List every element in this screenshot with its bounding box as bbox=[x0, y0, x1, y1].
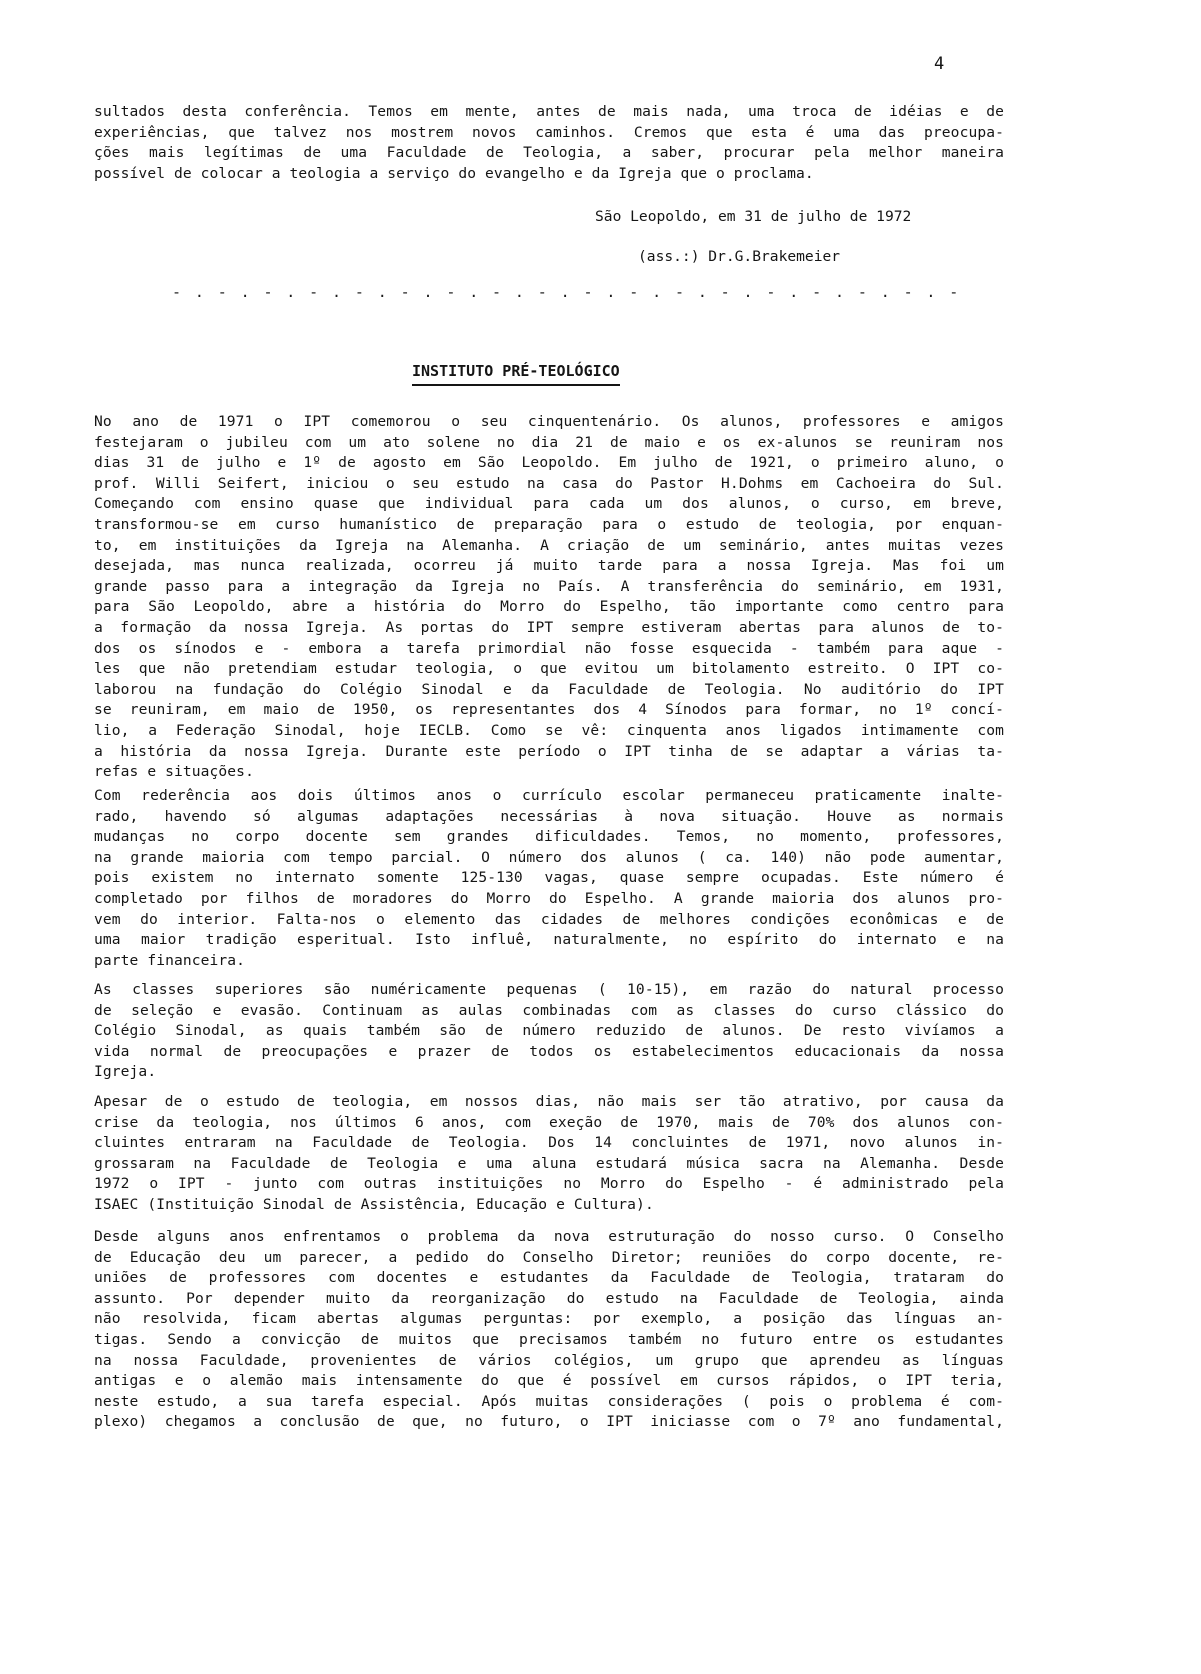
text-line: uma maior tradição esperitual. Isto influê, naturalmente, no espírito do internato e na bbox=[94, 931, 1004, 949]
text-line: uniões de professores com docentes e estudantes da Faculdade de Teologia, trataram do bbox=[94, 1269, 1004, 1287]
text-line: mudanças no corpo docente sem grandes dificuldades. Temos, no momento, professores, bbox=[94, 828, 1004, 846]
text-line: completado por filhos de moradores do Morro do Espelho. A grande maioria dos alunos pro- bbox=[94, 889, 1004, 907]
page-number: 4 bbox=[934, 54, 945, 74]
text-line: crise da teologia, nos últimos 6 anos, com exeção de 1970, mais de 70% dos alunos con- bbox=[94, 1113, 1004, 1131]
text-line: a formação da nossa Igreja. As portas do IPT sempre estiveram abertas para alunos de to- bbox=[94, 618, 1004, 636]
text-line: neste estudo, a sua tarefa especial. Após muitas considerações ( pois o problema é com- bbox=[94, 1392, 1004, 1410]
text-line: As classes superiores são numéricamente pequenas ( 10-15), em razão do natural processo bbox=[94, 981, 1004, 998]
text-line: rado, havendo só algumas adaptações necessárias à nova situação. Houve as normais bbox=[94, 807, 1004, 825]
signature-name: (ass.:) Dr.G.Brakemeier bbox=[638, 248, 841, 265]
text-line: grossaram na Faculdade de Teologia e uma aluna estudará música sacra na Alemanha. Desde bbox=[94, 1154, 1004, 1172]
text-line: se reuniram, em maio de 1950, os representantes dos 4 Sínodos para formar, no 1º concí- bbox=[94, 701, 1004, 719]
section-title: INSTITUTO PRÉ-TEOLÓGICO bbox=[412, 362, 620, 386]
section-divider: - . - . - . - . - . - . - . - . - . - . - . - . - . - . - . - . - . - bbox=[172, 283, 961, 301]
text-line: Desde alguns anos enfrentamos o problema da nova estruturação do nosso curso. O Conselho bbox=[94, 1228, 1004, 1245]
text-line: para São Leopoldo, abre a história do Morro do Espelho, tão importante como centro para bbox=[94, 598, 1004, 616]
text-line: transformou-se em curso humanístico de preparação para o estudo de teologia, por enquan- bbox=[94, 515, 1004, 533]
text-line: sultados desta conferência. Temos em mente, antes de mais nada, uma troca de idéias e de bbox=[94, 103, 1004, 120]
text-line: desejada, mas nunca realizada, ocorreu já muito tarde para a nossa Igreja. Mas foi um bbox=[94, 557, 1004, 575]
text-line: vida normal de preocupações e prazer de todos os estabelecimentos educacionais da nossa bbox=[94, 1042, 1004, 1060]
text-line: refas e situações. bbox=[94, 763, 254, 781]
intro-paragraph bbox=[94, 102, 1004, 184]
text-line: ISAEC (Instituição Sinodal de Assistência, Educação e Cultura). bbox=[94, 1195, 654, 1213]
text-line: possível de colocar a teologia a serviço do evangelho e da Igreja que o proclama. bbox=[94, 164, 814, 182]
text-line: de Educação deu um parecer, a pedido do Conselho Diretor; reuniões do corpo docente, re- bbox=[94, 1248, 1004, 1266]
paragraph-classes bbox=[94, 980, 1004, 1083]
text-line: to, em instituições da Igreja na Alemanha. A criação de um seminário, antes muitas vezes bbox=[94, 536, 1004, 554]
text-line: vem do interior. Falta-nos o elemento das cidades de melhores condições econômicas e de bbox=[94, 910, 1004, 928]
text-line: Com rederência aos dois últimos anos o currículo escolar permaneceu praticamente inalte- bbox=[94, 787, 1004, 804]
text-line: tigas. Sendo a convicção de muitos que precisamos também no futuro entre os estudantes bbox=[94, 1330, 1004, 1348]
paragraph-restructuring bbox=[94, 1227, 1004, 1433]
text-line: 1972 o IPT - junto com outras instituições no Morro do Espelho - é administrado pela bbox=[94, 1175, 1004, 1193]
text-line: Igreja. bbox=[94, 1063, 157, 1081]
text-line: pois existem no internato somente 125-130 vagas, quase sempre ocupadas. Este número é bbox=[94, 869, 1004, 887]
text-line: laborou na fundação do Colégio Sinodal e da Faculdade de Teologia. No auditório do IPT bbox=[94, 680, 1004, 698]
text-line: ções mais legítimas de uma Faculdade de Teologia, a saber, procurar pela melhor maneira bbox=[94, 144, 1004, 162]
text-line: Colégio Sinodal, as quais também são de número reduzido de alunos. De resto vivíamos a bbox=[94, 1022, 1004, 1040]
text-line: Apesar de o estudo de teologia, em nossos dias, não mais ser tão atrativo, por causa da bbox=[94, 1093, 1004, 1110]
text-line: les que não pretendiam estudar teologia, o que evitou um bitolamento estreito. O IPT co- bbox=[94, 660, 1004, 678]
text-line: prof. Willi Seifert, iniciou o seu estudo na casa do Pastor H.Dohms em Cachoeira do Sul. bbox=[94, 474, 1004, 492]
text-line: antigas e o alemão mais intensamente do que é possível em cursos rápidos, o IPT teria, bbox=[94, 1372, 1004, 1390]
text-line: grande passo para a integração da Igreja no País. A transferência do seminário, em 1931, bbox=[94, 577, 1004, 595]
text-line: experiências, que talvez nos mostrem novos caminhos. Cremos que esta é uma das preocupa- bbox=[94, 123, 1004, 141]
text-line: plexo) chegamos a conclusão de que, no futuro, o IPT iniciasse com o 7º ano fundamental, bbox=[94, 1413, 1004, 1431]
text-line: na grande maioria com tempo parcial. O número dos alunos ( ca. 140) não pode aumentar, bbox=[94, 848, 1004, 866]
text-line: No ano de 1971 o IPT comemorou o seu cinquentenário. Os alunos, professores e amigos bbox=[94, 413, 1004, 430]
text-line: parte financeira. bbox=[94, 951, 246, 969]
text-line: na nossa Faculdade, provenientes de vários colégios, um grupo que aprendeu as línguas bbox=[94, 1351, 1004, 1369]
text-line: dias 31 de julho e 1º de agosto em São Leopoldo. Em julho de 1921, o primeiro aluno, o bbox=[94, 454, 1004, 472]
text-line: dos os sínodos e - embora a tarefa primordial não fosse esquecida - também para aque - bbox=[94, 639, 1004, 657]
signature-place-date: São Leopoldo, em 31 de julho de 1972 bbox=[595, 208, 912, 225]
paragraph-history bbox=[94, 412, 1004, 783]
text-line: lio, a Federação Sinodal, hoje IECLB. Como se vê: cinquenta anos ligados intimamente com bbox=[94, 721, 1004, 739]
text-line: a história da nossa Igreja. Durante este período o IPT tinha de se adaptar a várias ta- bbox=[94, 742, 1004, 760]
text-line: de seleção e evasão. Continuam as aulas combinadas com as classes do curso clássico do bbox=[94, 1001, 1004, 1019]
text-line: não resolvida, ficam abertas algumas perguntas: por exemplo, a posição das línguas an- bbox=[94, 1310, 1004, 1328]
text-line: festejaram o jubileu com um ato solene no dia 21 de maio e os ex-alunos se reuniram nos bbox=[94, 433, 1004, 451]
text-line: cluintes entraram na Faculdade de Teologia. Dos 14 concluintes de 1971, novo alunos in- bbox=[94, 1134, 1004, 1152]
text-line: assunto. Por depender muito da reorganização do estudo na Faculdade de Teologia, ainda bbox=[94, 1289, 1004, 1307]
text-line: Começando com ensino quase que individual para cada um dos alunos, o curso, em breve, bbox=[94, 495, 1004, 513]
paragraph-theology-study bbox=[94, 1092, 1004, 1216]
paragraph-curriculum bbox=[94, 786, 1004, 971]
